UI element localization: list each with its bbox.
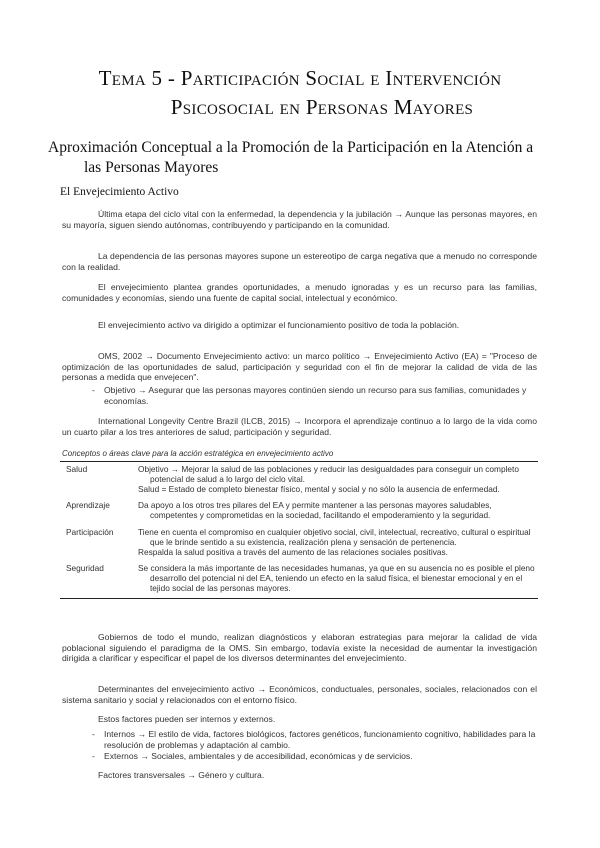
definition-line: Tiene en cuenta el compromiso en cualquier objetivo social, civil, intelectual, recreativo, cultural o espiritual que le brinde sentido a su existencia, realización plena y sensación de pertenencia. [138,526,531,547]
page-title [40,64,560,122]
bullet-dash: - [92,751,95,761]
definition-line: Respalda la salud positiva a través del aumento de las relaciones sociales positivas. [138,546,448,557]
definition-line: Objetivo → Mejorar la salud de las poblaciones y reducir las desigualdades para conseguir un completo potencial de salud a lo largo del ciclo vital. [138,464,519,484]
table-row [60,525,538,561]
section-heading-line-1: Aproximación Conceptual a la Promoción de la Participación en la Atención a [48,139,534,156]
section-heading [48,138,548,178]
paragraph-text: Estos factores pueden ser internos y externos. [98,714,276,724]
table-definition [136,498,538,525]
paragraph [62,351,537,383]
page-title-line-2: Psicosocial en Personas Mayores [170,95,474,119]
paragraph-text: El envejecimiento activo va dirigido a optimizar el funcionamiento positivo de toda la población. [98,320,460,330]
table-row [60,561,538,598]
table-definition [136,525,538,561]
paragraph [62,320,537,331]
definition-line: Salud = Estado de completo bienestar físico, mental y social y no sólo la ausencia de enfermedad. [138,483,500,494]
paragraph [62,251,537,272]
definition-line: Se considera la más importante de las necesidades humanas, ya que en su ausencia no es posible el pleno desarrollo del potencial ni del EA, teniendo un efecto en la salud física, el bienestar emocional y en el tejido social de las personas mayores. [138,563,535,593]
definition-line: Da apoyo a los otros tres pilares del EA y permite mantener a las personas mayores saludables, competentes y comprometidas en la sociedad, facilitando el empoderamiento y la seguridad. [138,500,492,521]
table-row [60,462,538,499]
table-term: Aprendizaje [66,500,110,511]
section-heading-line-2: las Personas Mayores [84,159,219,176]
page-title-line-1: Tema 5 - Participación Social e Intervención [98,66,502,90]
factor-bullet [92,729,537,750]
paragraph [62,282,537,303]
paragraph-text: El envejecimiento plantea grandes oportunidades, a menudo ignoradas y es un recurso para las familias, comunidades y economías, siendo una fuente de capital social, intelectual y económico. [62,282,537,303]
table-caption: Conceptos o áreas clave para la acción estratégica en envejecimiento activo [62,449,334,458]
table-definition [136,561,538,598]
bullet-dash: - [92,385,95,395]
paragraph-text: La dependencia de las personas mayores supone un estereotipo de carga negativa que a menudo no corresponde con la realidad. [62,251,537,272]
paragraph [62,684,537,705]
table-row [60,498,538,525]
objective-bullet [92,385,537,406]
factor-bullet [92,751,537,762]
table-term: Salud [60,462,136,499]
paragraph-text: International Longevity Centre Brazil (ILCB, 2015) → Incorpora el aprendizaje continuo a lo largo de la vida como un cuarto pilar a los tres anteriores de salud, participación y seguridad. [62,416,537,437]
table-term: Seguridad [60,561,136,598]
paragraph [62,209,537,230]
paragraph-text: Factores transversales → Género y cultura. [98,770,265,780]
paragraph-text: Última etapa del ciclo vital con la enfermedad, la dependencia y la jubilación → Aunque las personas mayores, en su mayoría, siguen siendo autónomas, contribuyendo y participando en la comunidad. [62,209,537,230]
bullet-dash: - [92,729,95,739]
paragraph [62,714,537,725]
paragraph [62,632,537,664]
paragraph-text: Gobiernos de todo el mundo, realizan diagnósticos y elaboran estrategias para mejorar la calidad de vida poblacional siguiendo el paradigma de la OMS. Sin embargo, todavía existe la necesidad de aumentar la investigación dirigida a clarificar y especificar el papel de los diversos determinantes del envejecimiento. [62,632,537,664]
table-definition [136,462,538,499]
bullet-text: Internos → El estilo de vida, factores biológicos, factores genéticos, funcionamiento cognitivo, habilidades para la resolución de problemas y adaptación al cambio. [104,729,536,750]
paragraph [62,416,537,437]
bullet-text: Objetivo → Asegurar que las personas mayores continúen siendo un recurso para sus familias, comunidades y economías. [104,385,527,406]
bullet-text: Externos → Sociales, ambientales y de accesibilidad, económicas y de servicios. [104,751,413,761]
concepts-table [60,461,538,599]
table-term: Participación [66,526,114,537]
subsection-heading: El Envejecimiento Activo [60,186,179,198]
paragraph-text: Determinantes del envejecimiento activo → Económicos, conductuales, personales, sociales, relacionados con el sistema sanitario y social y relacionados con el entorno físico. [62,684,537,705]
paragraph [62,770,537,781]
paragraph-text: OMS, 2002 → Documento Envejecimiento activo: un marco político → Envejecimiento Activo (EA) = "Proceso de optimización de las oportunidades de salud, participación y seguridad con el fin de mejorar la calidad de vida de las personas a medida que envejecen". [62,351,537,383]
